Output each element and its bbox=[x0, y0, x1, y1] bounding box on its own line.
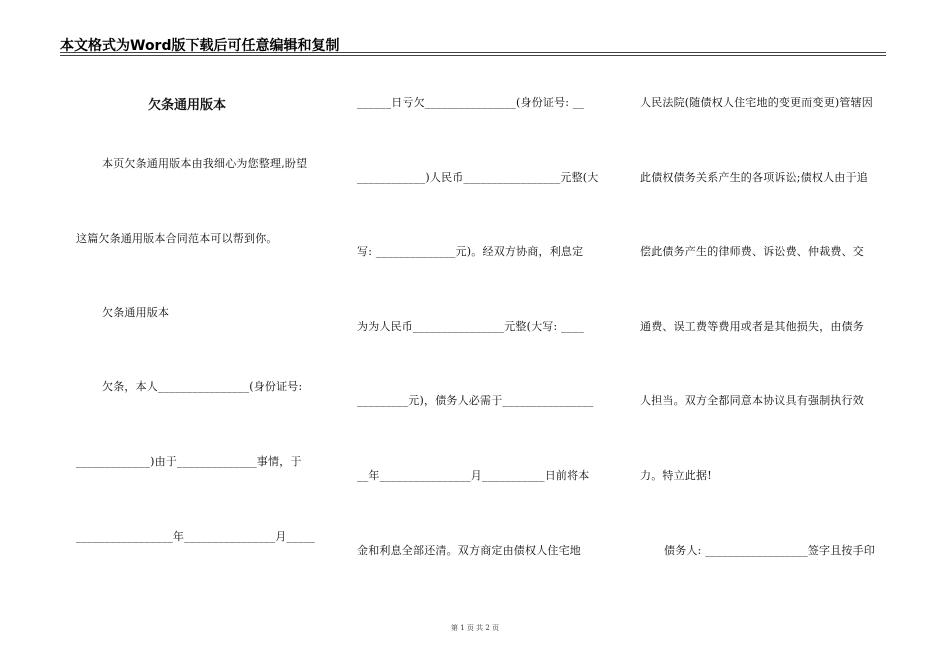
col3-line-4: 通费、误工费等费用或者是其他损失，由债务 bbox=[640, 320, 864, 333]
col1-line-3: 欠条通用版本 bbox=[102, 306, 170, 319]
col2-line-3: 写: ______________元)。经双方协商，利息定 bbox=[357, 245, 584, 258]
col3-line-1: 人民法院(随债权人住宅地的变更而变更)管辖因 bbox=[640, 96, 873, 109]
col2-line-5: _________元)，债务人必需于________________ bbox=[357, 394, 594, 407]
page-number: 第 1 页 共 2 页 bbox=[450, 624, 500, 632]
document-title: 欠条通用版本 bbox=[148, 98, 227, 113]
col2-line-6: __年________________月___________日前将本 bbox=[357, 469, 590, 482]
col3-line-6: 力。特立此据! bbox=[640, 469, 712, 482]
col1-line-4: 欠条，本人________________(身份证号: bbox=[102, 380, 303, 393]
col1-line-5: _____________)由于______________事情，于 bbox=[76, 455, 302, 468]
header-rule-bottom bbox=[60, 55, 886, 56]
col3-line-2: 此债权债务关系产生的各项诉讼;债权人由于追 bbox=[640, 171, 868, 184]
col2-line-2: ____________)人民币_________________元整(大 bbox=[357, 171, 599, 184]
col1-line-1: 本页欠条通用版本由我细心为您整理,盼望 bbox=[102, 157, 308, 170]
col1-line-2: 这篇欠条通用版本合同范本可以帮到你。 bbox=[76, 232, 278, 245]
col3-line-3: 偿此债务产生的律师费、诉讼费、仲裁费、交 bbox=[640, 245, 864, 258]
header-rule-top bbox=[60, 52, 886, 53]
col2-line-1: ______日亏欠________________(身份证号: __ bbox=[357, 96, 585, 109]
document-banner: 本文格式为Word版下载后可任意编辑和复制 bbox=[60, 38, 340, 54]
col3-line-7: 债务人: __________________签字且按手印 bbox=[664, 544, 876, 557]
col2-line-7: 金和利息全部还清。双方商定由债权人住宅地 bbox=[357, 544, 581, 557]
col2-line-4: 为为人民币________________元整(大写: ____ bbox=[357, 320, 584, 333]
col3-line-5: 人担当。双方全都同意本协议具有强制执行效 bbox=[640, 394, 864, 407]
col1-line-6: _________________年________________月_____ bbox=[76, 530, 315, 543]
